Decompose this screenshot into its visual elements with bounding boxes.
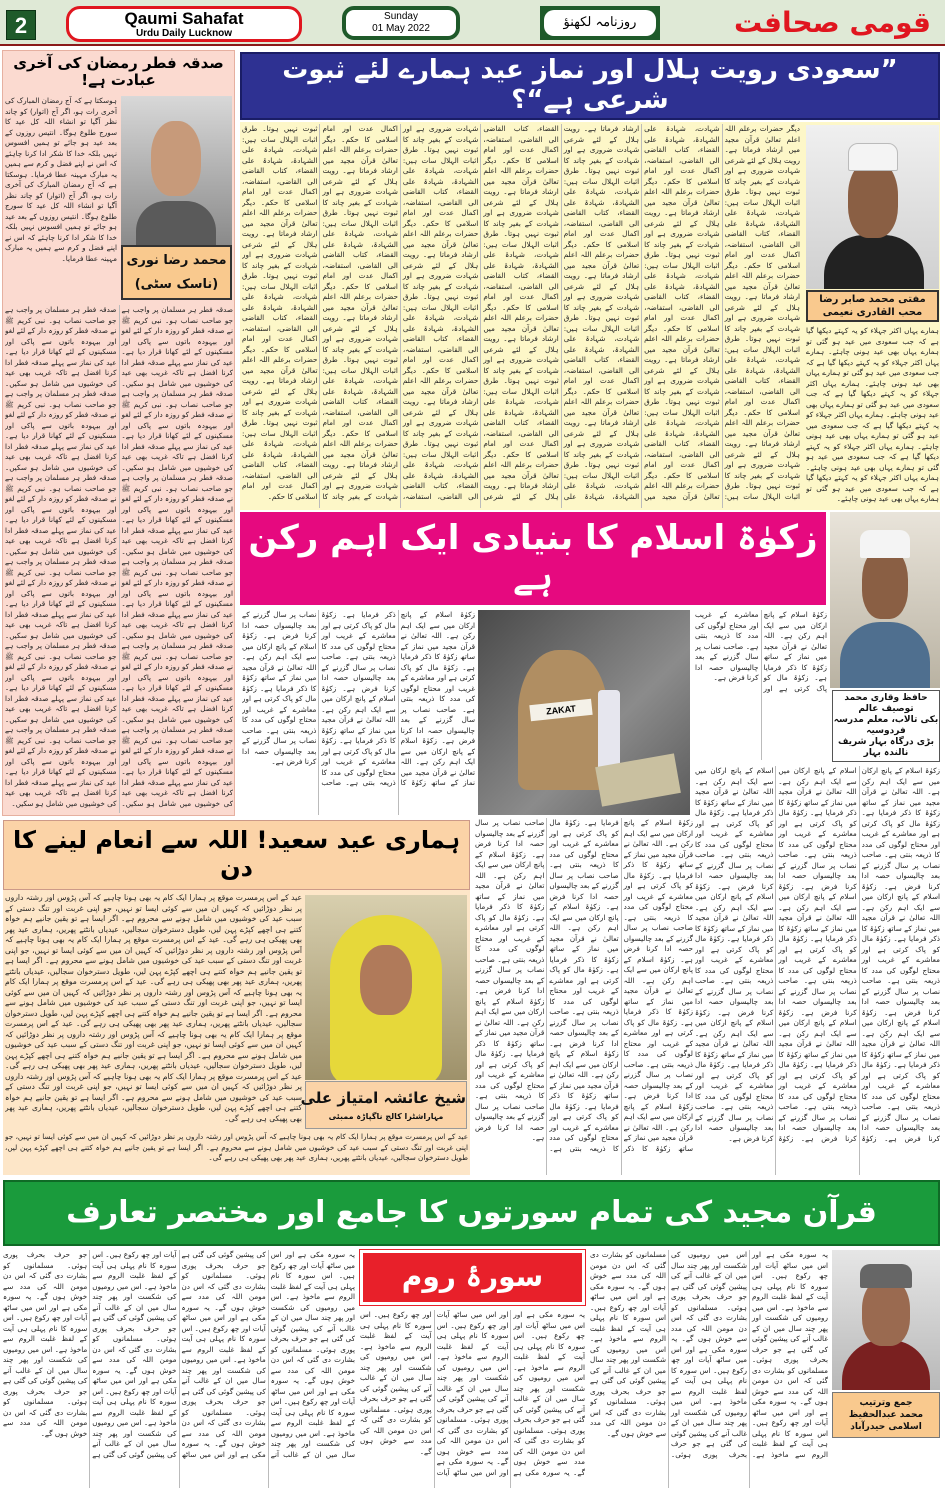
author-name: شیخ عائشہ امتیاز علی	[300, 1089, 466, 1107]
english-title: Qaumi Sahafat	[124, 9, 244, 28]
english-title-box	[66, 6, 302, 42]
left-article-lead: ہوسکتا ہے کہ آج رمضان المبارک کی آخری رات ہو، اگر آج (اتوار) کو چاند نظر آگیا تو انشاء اللہ کل عید کا سورج طلوع ہوگا۔ انتیس روزوں کے بعد عید ہو جائے تو ہمیں افسوس نہیں بلکہ خدا کا شکر ادا کرنا چاہئے کہ اس نے اپنے فضل و کرم سے ہمیں یہ مبارک مہینہ عطا فرمایا۔ ہوسکتا ہے کہ آج رمضان المبارک کی آخری رات ہو، اگر آج (اتوار) کو چاند نظر آگیا تو انشاء اللہ کل عید کا سورج طلوع ہوگا۔ انتیس روزوں کے بعد عید ہو جائے تو ہمیں افسوس نہیں بلکہ خدا کا شکر ادا کرنا چاہئے کہ اس نے اپنے فضل و کرم سے ہمیں یہ مبارک مہینہ عطا فرمایا۔	[5, 96, 117, 263]
quran-article-headline: قرآن مجید کی تمام سورتوں کا جامع اور مختصر تعارف	[3, 1180, 940, 1246]
author-caption	[832, 1392, 940, 1438]
quran-article-body-2: یہ سورہ مکی ہے اور اس میں ساٹھ آیات اور چھ رکوع ہیں۔ اس سورہ کا نام پہلی ہی آیت کے لفظ غلبت الروم سے ماخوذ ہے۔ اس میں رومیوں کی شکست اور پھر چند سال میں ان کے غالب آنے کی پیشین گوئی کی گئی ہے جو حرف بحرف پوری ہوئی۔ مسلمانوں کو بشارت دی گئی کہ اس دن مومن اللہ کی مدد سے خوش ہوں گے۔ یہ سورہ مکی ہے اور اس میں ساٹھ آیات اور چھ رکوع ہیں۔ اس سورہ کا نام پہلی ہی آیت کے لفظ غلبت الروم سے ماخوذ ہے۔ اس میں رومیوں کی شکست اور پھر چند سال میں ان کے غالب آنے کی پیشین گوئی کی گئی ہے جو حرف بحرف پوری ہوئی۔ مسلمانوں کو بشارت دی گئی کہ اس دن مومن اللہ کی مدد سے خوش ہوں گے۔ یہ سورہ مکی ہے اور اس میں ساٹھ آیات اور چھ رکوع ہیں۔ اس سورہ کا نام پہلی ہی آیت کے لفظ غلبت الروم سے ماخوذ ہے۔ اس میں رومیوں کی شکست اور پھر چند سال میں ان کے غالب آنے کی پیشین گوئی کی گئی ہے جو حرف بحرف پوری ہوئی۔ مسلمانوں کو بشارت دی گئی کہ اس دن مومن اللہ کی مدد سے خوش ہوں گے۔	[360, 1310, 585, 1477]
zakat-article-body: زکوٰۃ اسلام کے پانچ ارکان میں سے ایک اہم رکن ہے۔ اللہ تعالیٰ نے قرآن مجید میں نماز کے ساتھ زکوٰۃ کا ذکر فرمایا ہے۔ زکوٰۃ مال کو پاک کرتی ہے اور معاشرے کے غریب اور محتاج لوگوں کی مدد کا ذریعہ بنتی ہے۔ صاحب نصاب پر سال گزرنے کے بعد چالیسواں حصہ ادا کرنا فرض ہے۔ زکوٰۃ اسلام کے پانچ ارکان میں سے ایک اہم رکن ہے۔ اللہ تعالیٰ نے قرآن مجید میں نماز کے ساتھ زکوٰۃ کا ذکر فرمایا ہے۔ زکوٰۃ مال کو پاک کرتی ہے اور معاشرے کے غریب اور محتاج لوگوں کی مدد کا ذریعہ بنتی ہے۔ صاحب نصاب پر سال گزرنے کے بعد چالیسواں حصہ ادا کرنا فرض ہے۔ زکوٰۃ اسلام کے پانچ ارکان میں سے ایک اہم رکن ہے۔ اللہ تعالیٰ نے قرآن مجید میں نماز کے ساتھ زکوٰۃ کا ذکر فرمایا ہے۔ زکوٰۃ مال کو پاک کرتی ہے اور معاشرے کے غریب اور محتاج لوگوں کی مدد کا ذریعہ بنتی ہے۔ صاحب نصاب پر سال گزرنے کے بعد چالیسواں حصہ ادا کرنا فرض ہے۔ زکوٰۃ اسلام کے پانچ ارکان میں سے ایک اہم رکن ہے۔ اللہ تعالیٰ نے قرآن مجید میں نماز کے ساتھ زکوٰۃ کا ذکر فرمایا ہے۔ زکوٰۃ مال کو پاک کرتی ہے اور معاشرے کے غریب اور محتاج لوگوں کی مدد کا ذریعہ بنتی ہے۔ صاحب نصاب پر سال گزرنے کے بعد چالیسواں حصہ ادا کرنا فرض ہے۔	[242, 610, 475, 787]
zakat-article-body-2: زکوٰۃ اسلام کے پانچ ارکان میں سے ایک اہم رکن ہے۔ اللہ تعالیٰ نے قرآن مجید میں نماز کے ساتھ زکوٰۃ کا ذکر فرمایا ہے۔ زکوٰۃ مال کو پاک کرتی ہے اور معاشرے کے غریب اور محتاج لوگوں کی مدد کا ذریعہ بنتی ہے۔ صاحب نصاب پر سال گزرنے کے بعد چالیسواں حصہ ادا کرنا فرض ہے۔	[695, 610, 827, 693]
quran-article-body: یہ سورہ مکی ہے اور اس میں ساٹھ آیات اور چھ رکوع ہیں۔ اس سورہ کا نام پہلی ہی آیت کے لفظ غلبت الروم سے ماخوذ ہے۔ اس میں رومیوں کی شکست اور پھر چند سال میں ان کے غالب آنے کی پیشین گوئی کی گئی ہے جو حرف بحرف پوری ہوئی۔ مسلمانوں کو بشارت دی گئی کہ اس دن مومن اللہ کی مدد سے خوش ہوں گے۔ یہ سورہ مکی ہے اور اس میں ساٹھ آیات اور چھ رکوع ہیں۔ اس سورہ کا نام پہلی ہی آیت کے لفظ غلبت الروم سے ماخوذ ہے۔ اس میں رومیوں کی شکست اور پھر چند سال میں ان کے غالب آنے کی پیشین گوئی کی گئی ہے جو حرف بحرف پوری ہوئی۔ مسلمانوں کو بشارت دی گئی کہ اس دن مومن اللہ کی مدد سے خوش ہوں گے۔ یہ سورہ مکی ہے اور اس میں ساٹھ آیات اور چھ رکوع ہیں۔ اس سورہ کا نام پہلی ہی آیت کے لفظ غلبت الروم سے ماخوذ ہے۔ اس میں رومیوں کی شکست اور پھر چند سال میں ان کے غالب آنے کی پیشین گوئی کی گئی ہے جو حرف بحرف پوری ہوئی۔ مسلمانوں کو بشارت دی گئی کہ اس دن مومن اللہ کی مدد سے خوش ہوں گے۔ یہ سورہ مکی ہے اور اس میں ساٹھ آیات اور چھ رکوع ہیں۔ اس سورہ کا نام پہلی ہی آیت کے لفظ غلبت الروم سے ماخوذ ہے۔ اس میں رومیوں کی شکست اور پھر چند سال میں ان کے غالب آنے کی پیشین گوئی کی گئی ہے جو حرف بحرف پوری ہوئی۔ مسلمانوں کو بشارت دی گئی کہ اس دن مومن اللہ کی مدد سے خوش ہوں گے۔ یہ سورہ مکی ہے اور اس میں ساٹھ آیات اور چھ رکوع ہیں۔ اس سورہ کا نام پہلی ہی آیت کے لفظ غلبت الروم سے ماخوذ ہے۔ اس میں رومیوں کی شکست اور پھر چند سال میں ان کے غالب آنے کی پیشین گوئی کی گئی ہے جو حرف بحرف پوری ہوئی۔ مسلمانوں کو بشارت دی گئی کہ اس دن مومن اللہ کی مدد سے خوش ہوں گے۔ یہ سورہ مکی ہے اور اس میں ساٹھ آیات اور چھ رکوع ہیں۔ اس سورہ کا نام پہلی ہی آیت کے لفظ غلبت الروم سے ماخوذ ہے۔ اس میں رومیوں کی شکست اور پھر چند سال میں ان کے غالب آنے کی پیشین گوئی کی گئی ہے جو حرف بحرف پوری ہوئی۔ مسلمانوں کو بشارت دی گئی کہ اس دن مومن اللہ کی مدد سے خوش ہوں گے۔	[3, 1250, 355, 1459]
english-subtitle: Urdu Daily Lucknow	[135, 28, 233, 39]
author-line: بکی تالاب، معلم مدرسہ فردوسیہ	[833, 715, 939, 736]
author-caption	[121, 245, 232, 300]
author-name: حافظ وقاری محمد توصیف عالم	[844, 693, 928, 714]
quran-article-body-3: یہ سورہ مکی ہے اور اس میں ساٹھ آیات اور چھ رکوع ہیں۔ اس سورہ کا نام پہلی ہی آیت کے لفظ غلبت الروم سے ماخوذ ہے۔ اس میں رومیوں کی شکست اور پھر چند سال میں ان کے غالب آنے کی پیشین گوئی کی گئی ہے جو حرف بحرف پوری ہوئی۔ مسلمانوں کو بشارت دی گئی کہ اس دن مومن اللہ کی مدد سے خوش ہوں گے۔ یہ سورہ مکی ہے اور اس میں ساٹھ آیات اور چھ رکوع ہیں۔ اس سورہ کا نام پہلی ہی آیت کے لفظ غلبت الروم سے ماخوذ ہے۔ اس میں رومیوں کی شکست اور پھر چند سال میں ان کے غالب آنے کی پیشین گوئی کی گئی ہے جو حرف بحرف پوری ہوئی۔ مسلمانوں کو بشارت دی گئی کہ اس دن مومن اللہ کی مدد سے خوش ہوں گے۔ یہ سورہ مکی ہے اور اس میں ساٹھ آیات اور چھ رکوع ہیں۔ اس سورہ کا نام پہلی ہی آیت کے لفظ غلبت الروم سے ماخوذ ہے۔ اس میں رومیوں کی شکست اور پھر چند سال میں ان کے غالب آنے کی پیشین گوئی کی گئی ہے جو حرف بحرف پوری ہوئی۔ مسلمانوں کو بشارت دی گئی کہ اس دن مومن اللہ کی مدد سے خوش ہوں گے۔ یہ سورہ مکی ہے اور اس میں ساٹھ آیات اور چھ رکوع ہیں۔ اس سورہ کا نام پہلی ہی آیت کے لفظ غلبت الروم سے ماخوذ ہے۔ اس میں رومیوں کی شکست اور پھر چند سال میں ان کے غالب آنے کی پیشین گوئی کی گئی ہے جو حرف بحرف پوری ہوئی۔ مسلمانوں کو بشارت دی گئی کہ اس دن مومن اللہ کی مدد سے خوش ہوں گے۔	[590, 1250, 828, 1459]
zakat-article-body-4: زکوٰۃ اسلام کے پانچ ارکان میں سے ایک اہم رکن ہے۔ اللہ تعالیٰ نے قرآن مجید میں نماز کے ساتھ زکوٰۃ کا ذکر فرمایا ہے۔ زکوٰۃ مال کو پاک کرتی ہے اور معاشرے کے غریب اور محتاج لوگوں کی مدد کا ذریعہ بنتی ہے۔ صاحب نصاب پر سال گزرنے کے بعد چالیسواں حصہ ادا کرنا فرض ہے۔ زکوٰۃ اسلام کے پانچ ارکان میں سے ایک اہم رکن ہے۔ اللہ تعالیٰ نے قرآن مجید میں نماز کے ساتھ زکوٰۃ کا ذکر فرمایا ہے۔ زکوٰۃ مال کو پاک کرتی ہے اور معاشرے کے غریب اور محتاج لوگوں کی مدد کا ذریعہ بنتی ہے۔ صاحب نصاب پر سال گزرنے کے بعد چالیسواں حصہ ادا کرنا فرض ہے۔ زکوٰۃ اسلام کے پانچ ارکان میں سے ایک اہم رکن ہے۔ اللہ تعالیٰ نے قرآن مجید میں نماز کے ساتھ زکوٰۃ کا ذکر فرمایا ہے۔ زکوٰۃ مال کو پاک کرتی ہے اور معاشرے کے غریب اور محتاج لوگوں کی مدد کا ذریعہ بنتی ہے۔ صاحب نصاب پر سال گزرنے کے بعد چالیسواں حصہ ادا کرنا فرض ہے۔ زکوٰۃ اسلام کے پانچ ارکان میں سے ایک اہم رکن ہے۔ اللہ تعالیٰ نے قرآن مجید میں نماز کے ساتھ زکوٰۃ کا ذکر فرمایا ہے۔ زکوٰۃ مال کو پاک کرتی ہے اور معاشرے کے غریب اور محتاج لوگوں کی مدد کا ذریعہ بنتی ہے۔ صاحب نصاب پر سال گزرنے کے بعد چالیسواں حصہ ادا کرنا فرض ہے۔ زکوٰۃ اسلام کے پانچ ارکان میں سے ایک اہم رکن ہے۔ اللہ تعالیٰ نے قرآن مجید میں نماز کے ساتھ زکوٰۃ کا ذکر فرمایا ہے۔ زکوٰۃ مال کو پاک کرتی ہے اور معاشرے کے غریب اور محتاج لوگوں کی مدد کا ذریعہ بنتی ہے۔ صاحب نصاب پر سال گزرنے کے بعد چالیسواں حصہ ادا کرنا فرض ہے۔ زکوٰۃ اسلام کے پانچ ارکان میں سے ایک اہم رکن ہے۔ اللہ تعالیٰ نے قرآن مجید میں نماز کے ساتھ زکوٰۃ کا ذکر فرمایا ہے۔ زکوٰۃ مال کو پاک کرتی ہے اور معاشرے کے غریب اور محتاج لوگوں کی مدد کا ذریعہ بنتی ہے۔ صاحب نصاب پر سال گزرنے کے بعد چالیسواں حصہ ادا کرنا فرض ہے۔ زکوٰۃ اسلام کے پانچ ارکان میں سے ایک اہم رکن ہے۔ اللہ تعالیٰ نے قرآن مجید میں نماز کے ساتھ زکوٰۃ کا ذکر فرمایا ہے۔ زکوٰۃ مال کو پاک کرتی ہے اور معاشرے کے غریب اور محتاج لوگوں کی مدد کا ذریعہ بنتی ہے۔ صاحب نصاب پر سال گزرنے کے بعد چالیسواں حصہ ادا کرنا فرض ہے۔	[475, 818, 693, 1153]
urdu-title: قومی صحافت	[733, 6, 932, 39]
zakat-article-headline: زکوٰۃ اسلام کا بنیادی ایک اہم رکن ہے	[240, 512, 826, 605]
eid-article-body: عید کے اس پرمسرت موقع پر ہمارا ایک کام یہ بھی ہونا چاہیے کہ آس پڑوس اور رشتہ داروں پر نظر دوڑائیں کہ کہیں ان میں سے کوئی ایسا تو نہیں، جو اپنی غربت اور تنگ دستی کے سبب عید کی خوشیوں میں شامل ہونے سے محروم ہے۔ اگر ایسا ہے تو یقین جانیے ہم خواہ کتنے ہی اچھے کپڑے پہن لیں، طویل دسترخوان سجالیں، عیدیاں بانٹتے پھریں، ہماری عید پھر بھی پھیکی ہی رہے گی۔ عید کے اس پرمسرت موقع پر ہمارا ایک کام یہ بھی ہونا چاہیے کہ آس پڑوس اور رشتہ داروں پر نظر دوڑائیں کہ کہیں ان میں سے کوئی ایسا تو نہیں، جو اپنی غربت اور تنگ دستی کے سبب عید کی خوشیوں میں شامل ہونے سے محروم ہے۔ اگر ایسا ہے تو یقین جانیے ہم خواہ کتنے ہی اچھے کپڑے پہن لیں، طویل دسترخوان سجالیں، عیدیاں بانٹتے پھریں، ہماری عید پھر بھی پھیکی ہی رہے گی۔ عید کے اس پرمسرت موقع پر ہمارا ایک کام یہ بھی ہونا چاہیے کہ آس پڑوس اور رشتہ داروں پر نظر دوڑائیں کہ کہیں ان میں سے کوئی ایسا تو نہیں، جو اپنی غربت اور تنگ دستی کے سبب عید کی خوشیوں میں شامل ہونے سے محروم ہے۔ اگر ایسا ہے تو یقین جانیے ہم خواہ کتنے ہی اچھے کپڑے پہن لیں، طویل دسترخوان سجالیں، عیدیاں بانٹتے پھریں، ہماری عید پھر بھی پھیکی ہی رہے گی۔ عید کے اس پرمسرت موقع پر ہمارا ایک کام یہ بھی ہونا چاہیے کہ آس پڑوس اور رشتہ داروں پر نظر دوڑائیں کہ کہیں ان میں سے کوئی ایسا تو نہیں، جو اپنی غربت اور تنگ دستی کے سبب عید کی خوشیوں میں شامل ہونے سے محروم ہے۔ اگر ایسا ہے تو یقین جانیے ہم خواہ کتنے ہی اچھے کپڑے پہن لیں، طویل دسترخوان سجالیں، عیدیاں بانٹتے پھریں، ہماری عید پھر بھی پھیکی ہی رہے گی۔ عید کے اس پرمسرت موقع پر ہمارا ایک کام یہ بھی ہونا چاہیے کہ آس پڑوس اور رشتہ داروں پر نظر دوڑائیں کہ کہیں ان میں سے کوئی ایسا تو نہیں، جو اپنی غربت اور تنگ دستی کے سبب عید کی خوشیوں میں شامل ہونے سے محروم ہے۔ اگر ایسا ہے تو یقین جانیے ہم خواہ کتنے ہی اچھے کپڑے پہن لیں، طویل دسترخوان سجالیں، عیدیاں بانٹتے پھریں، ہماری عید پھر بھی پھیکی ہی رہے گی۔	[5, 893, 302, 1123]
top-article-side: ہمارے یہاں اکثر جہلاء کو یہ کہتے دیکھا گیا ہے کہ جب سعودی میں عید ہو گئی تو ہمارے یہاں بھی عید ہونی چاہئے۔ ہمارے یہاں اکثر جہلاء کو یہ کہتے دیکھا گیا ہے کہ جب سعودی میں عید ہو گئی تو ہمارے یہاں بھی عید ہونی چاہئے۔ ہمارے یہاں اکثر جہلاء کو یہ کہتے دیکھا گیا ہے کہ جب سعودی میں عید ہو گئی تو ہمارے یہاں بھی عید ہونی چاہئے۔ ہمارے یہاں اکثر جہلاء کو یہ کہتے دیکھا گیا ہے کہ جب سعودی میں عید ہو گئی تو ہمارے یہاں بھی عید ہونی چاہئے۔ ہمارے یہاں اکثر جہلاء کو یہ کہتے دیکھا گیا ہے کہ جب سعودی میں عید ہو گئی تو ہمارے یہاں بھی عید ہونی چاہئے۔ ہمارے یہاں اکثر جہلاء کو یہ کہتے دیکھا گیا ہے کہ جب سعودی میں عید ہو گئی تو ہمارے یہاں بھی عید ہونی چاہئے۔	[806, 326, 939, 503]
eid-article-headline: ہماری عید سعید! اللہ سے انعام لینے کا دن	[3, 820, 470, 890]
logo-text: روزنامہ لکھنؤ	[544, 10, 656, 36]
author-photo	[832, 1250, 940, 1390]
top-article-body: دیگر حضرات برعلم اللہ اعلم تعالیٰ قرآن مجید میں ارشاد فرماتا ہے۔ رویت ہلال کے لئے شرعی شہادت ضروری ہے اور شہادت کے بغیر چاند کا ثبوت نہیں ہوتا۔ طرق اثبات الہلال سات ہیں: شہادت، شہادۃ علی الشہادۃ، شہادۃ علی القضاء، کتاب القاضی الی القاضی، استفاضہ، اکمال عدت اور امام اسلامی کا حکم۔ دیگر حضرات برعلم اللہ اعلم تعالیٰ قرآن مجید میں ارشاد فرماتا ہے۔ رویت ہلال کے لئے شرعی شہادت ضروری ہے اور شہادت کے بغیر چاند کا ثبوت نہیں ہوتا۔ طرق اثبات الہلال سات ہیں: شہادت، شہادۃ علی الشہادۃ، شہادۃ علی القضاء، کتاب القاضی الی القاضی، استفاضہ، اکمال عدت اور امام اسلامی کا حکم۔ دیگر حضرات برعلم اللہ اعلم تعالیٰ قرآن مجید میں ارشاد فرماتا ہے۔ رویت ہلال کے لئے شرعی شہادت ضروری ہے اور شہادت کے بغیر چاند کا ثبوت نہیں ہوتا۔ طرق اثبات الہلال سات ہیں: شہادت، شہادۃ علی الشہادۃ، شہادۃ علی القضاء، کتاب القاضی الی القاضی، استفاضہ، اکمال عدت اور امام اسلامی کا حکم۔ دیگر حضرات برعلم اللہ اعلم تعالیٰ قرآن مجید میں ارشاد فرماتا ہے۔ رویت ہلال کے لئے شرعی شہادت ضروری ہے اور شہادت کے بغیر چاند کا ثبوت نہیں ہوتا۔ طرق اثبات الہلال سات ہیں: شہادت، شہادۃ علی الشہادۃ، شہادۃ علی القضاء، کتاب القاضی الی القاضی، استفاضہ، اکمال عدت اور امام اسلامی کا حکم۔ دیگر حضرات برعلم اللہ اعلم تعالیٰ قرآن مجید میں ارشاد فرماتا ہے۔ رویت ہلال کے لئے شرعی شہادت ضروری ہے اور شہادت کے بغیر چاند کا ثبوت نہیں ہوتا۔ طرق اثبات الہلال سات ہیں: شہادت، شہادۃ علی الشہادۃ، شہادۃ علی القضاء، کتاب القاضی الی القاضی، استفاضہ، اکمال عدت اور امام اسلامی کا حکم۔ دیگر حضرات برعلم اللہ اعلم تعالیٰ قرآن مجید میں ارشاد فرماتا ہے۔ رویت ہلال کے لئے شرعی شہادت ضروری ہے اور شہادت کے بغیر چاند کا ثبوت نہیں ہوتا۔ طرق اثبات الہلال سات ہیں: شہادت، شہادۃ علی الشہادۃ، شہادۃ علی القضاء، کتاب القاضی الی القاضی، استفاضہ، اکمال عدت اور امام اسلامی کا حکم۔ دیگر حضرات برعلم اللہ اعلم تعالیٰ قرآن مجید میں ارشاد فرماتا ہے۔ رویت ہلال کے لئے شرعی شہادت ضروری ہے اور شہادت کے بغیر چاند کا ثبوت نہیں ہوتا۔ طرق اثبات الہلال سات ہیں: شہادت، شہادۃ علی الشہادۃ، شہادۃ علی القضاء، کتاب القاضی الی القاضی، استفاضہ، اکمال عدت اور امام اسلامی کا حکم۔ دیگر حضرات برعلم اللہ اعلم تعالیٰ قرآن مجید میں ارشاد فرماتا ہے۔ رویت ہلال کے لئے شرعی شہادت ضروری ہے اور شہادت کے بغیر چاند کا ثبوت نہیں ہوتا۔ طرق اثبات الہلال سات ہیں: شہادت، شہادۃ علی الشہادۃ، شہادۃ علی القضاء، کتاب القاضی الی القاضی، استفاضہ، اکمال عدت اور امام اسلامی کا حکم۔ دیگر حضرات برعلم اللہ اعلم تعالیٰ قرآن مجید میں ارشاد فرماتا ہے۔ رویت ہلال کے لئے شرعی شہادت ضروری ہے اور شہادت کے بغیر چاند کا ثبوت نہیں ہوتا۔ طرق اثبات الہلال سات ہیں: شہادت، شہادۃ علی الشہادۃ، شہادۃ علی القضاء، کتاب القاضی الی القاضی، استفاضہ، اکمال عدت اور امام اسلامی کا حکم۔ دیگر حضرات برعلم اللہ اعلم تعالیٰ قرآن مجید میں ارشاد فرماتا ہے۔ رویت ہلال کے لئے شرعی شہادت ضروری ہے اور شہادت کے بغیر چاند کا ثبوت نہیں ہوتا۔ طرق اثبات الہلال سات ہیں: شہادت، شہادۃ علی الشہادۃ، شہادۃ علی القضاء، کتاب القاضی الی القاضی، استفاضہ، اکمال عدت اور امام اسلامی کا حکم۔ دیگر حضرات برعلم اللہ اعلم تعالیٰ قرآن مجید میں ارشاد فرماتا ہے۔ رویت ہلال کے لئے شرعی شہادت ضروری ہے اور شہادت کے بغیر چاند کا ثبوت نہیں ہوتا۔ طرق اثبات الہلال سات ہیں: شہادت، شہادۃ علی الشہادۃ، شہادۃ علی القضاء، کتاب القاضی الی القاضی، استفاضہ، اکمال عدت اور امام اسلامی کا حکم۔ دیگر حضرات برعلم اللہ اعلم تعالیٰ قرآن مجید میں ارشاد فرماتا ہے۔ رویت ہلال کے لئے شرعی شہادت ضروری ہے اور شہادت کے بغیر چاند کا ثبوت نہیں ہوتا۔ طرق اثبات الہلال سات ہیں: شہادت، شہادۃ علی الشہادۃ، شہادۃ علی القضاء، کتاب القاضی الی القاضی، استفاضہ، اکمال عدت اور امام اسلامی کا حکم۔ دیگر حضرات برعلم اللہ اعلم تعالیٰ قرآن مجید میں ارشاد فرماتا ہے۔ رویت ہلال کے لئے شرعی شہادت ضروری ہے اور شہادت کے بغیر چاند کا ثبوت نہیں ہوتا۔ طرق اثبات الہلال سات ہیں: شہادت، شہادۃ علی الشہادۃ، شہادۃ علی القضاء، کتاب القاضی الی القاضی، استفاضہ، اکمال عدت اور امام اسلامی کا حکم۔ دیگر حضرات برعلم اللہ اعلم تعالیٰ قرآن مجید میں ارشاد فرماتا ہے۔ رویت ہلال کے لئے شرعی شہادت ضروری ہے اور شہادت کے بغیر چاند کا ثبوت نہیں ہوتا۔ طرق اثبات الہلال سات ہیں: شہادت، شہادۃ علی الشہادۃ، شہادۃ علی القضاء، کتاب القاضی الی القاضی، استفاضہ، اکمال عدت اور امام اسلامی کا حکم۔ دیگر حضرات برعلم اللہ اعلم تعالیٰ قرآن مجید میں ارشاد فرماتا ہے۔ رویت ہلال کے لئے شرعی شہادت ضروری ہے اور شہادت کے بغیر چاند کا ثبوت نہیں ہوتا۔ طرق اثبات الہلال سات ہیں: شہادت، شہادۃ علی الشہادۃ، شہادۃ علی القضاء، کتاب القاضی الی القاضی، استفاضہ، اکمال عدت اور امام اسلامی کا حکم۔ دیگر حضرات برعلم اللہ اعلم تعالیٰ قرآن مجید میں ارشاد فرماتا ہے۔ رویت ہلال کے لئے شرعی شہادت ضروری ہے اور شہادت کے بغیر چاند کا ثبوت نہیں ہوتا۔ طرق اثبات الہلال سات ہیں: شہادت، شہادۃ علی الشہادۃ، شہادۃ علی القضاء، کتاب القاضی الی القاضی، استفاضہ، اکمال عدت اور امام اسلامی کا حکم۔ دیگر حضرات برعلم اللہ اعلم تعالیٰ قرآن مجید میں ارشاد فرماتا ہے۔ رویت ہلال کے لئے شرعی شہادت ضروری ہے اور شہادت کے بغیر چاند کا ثبوت نہیں ہوتا۔ طرق اثبات الہلال سات ہیں: شہادت، شہادۃ علی الشہادۃ، شہادۃ علی القضاء، کتاب القاضی الی القاضی، استفاضہ، اکمال عدت اور امام اسلامی کا حکم۔ دیگر حضرات برعلم اللہ اعلم تعالیٰ قرآن مجید میں ارشاد فرماتا ہے۔ رویت ہلال کے لئے شرعی شہادت ضروری ہے اور شہادت کے بغیر چاند کا ثبوت نہیں ہوتا۔ طرق اثبات الہلال سات ہیں: شہادت، شہادۃ علی الشہادۃ، شہادۃ علی القضاء، کتاب القاضی الی القاضی، استفاضہ، اکمال عدت اور امام اسلامی کا حکم۔	[242, 124, 800, 501]
zakat-label: ZAKAT	[529, 699, 592, 721]
date: 01 May 2022	[372, 23, 430, 34]
author-photo	[806, 125, 939, 289]
author-caption	[832, 690, 940, 762]
author-photo	[121, 96, 232, 245]
compiler-name: محمد عبدالحفیظ اسلامی حیدرآباد	[848, 1410, 924, 1432]
zakat-image	[478, 610, 690, 815]
left-article-body: صدقہ فطر ہر مسلمان پر واجب ہے جو صاحب نصاب ہو۔ نبی کریم ﷺ نے صدقہ فطر کو روزہ دار کے لئے لغو اور بیہودہ باتوں سے پاکی اور مسکینوں کے لئے کھانا قرار دیا ہے۔ عید کی نماز سے پہلے صدقہ فطر ادا کرنا افضل ہے تاکہ غریب بھی عید کی خوشیوں میں شامل ہو سکیں۔ صدقہ فطر ہر مسلمان پر واجب ہے جو صاحب نصاب ہو۔ نبی کریم ﷺ نے صدقہ فطر کو روزہ دار کے لئے لغو اور بیہودہ باتوں سے پاکی اور مسکینوں کے لئے کھانا قرار دیا ہے۔ عید کی نماز سے پہلے صدقہ فطر ادا کرنا افضل ہے تاکہ غریب بھی عید کی خوشیوں میں شامل ہو سکیں۔ صدقہ فطر ہر مسلمان پر واجب ہے جو صاحب نصاب ہو۔ نبی کریم ﷺ نے صدقہ فطر کو روزہ دار کے لئے لغو اور بیہودہ باتوں سے پاکی اور مسکینوں کے لئے کھانا قرار دیا ہے۔ عید کی نماز سے پہلے صدقہ فطر ادا کرنا افضل ہے تاکہ غریب بھی عید کی خوشیوں میں شامل ہو سکیں۔ صدقہ فطر ہر مسلمان پر واجب ہے جو صاحب نصاب ہو۔ نبی کریم ﷺ نے صدقہ فطر کو روزہ دار کے لئے لغو اور بیہودہ باتوں سے پاکی اور مسکینوں کے لئے کھانا قرار دیا ہے۔ عید کی نماز سے پہلے صدقہ فطر ادا کرنا افضل ہے تاکہ غریب بھی عید کی خوشیوں میں شامل ہو سکیں۔ صدقہ فطر ہر مسلمان پر واجب ہے جو صاحب نصاب ہو۔ نبی کریم ﷺ نے صدقہ فطر کو روزہ دار کے لئے لغو اور بیہودہ باتوں سے پاکی اور مسکینوں کے لئے کھانا قرار دیا ہے۔ عید کی نماز سے پہلے صدقہ فطر ادا کرنا افضل ہے تاکہ غریب بھی عید کی خوشیوں میں شامل ہو سکیں۔ صدقہ فطر ہر مسلمان پر واجب ہے جو صاحب نصاب ہو۔ نبی کریم ﷺ نے صدقہ فطر کو روزہ دار کے لئے لغو اور بیہودہ باتوں سے پاکی اور مسکینوں کے لئے کھانا قرار دیا ہے۔ عید کی نماز سے پہلے صدقہ فطر ادا کرنا افضل ہے تاکہ غریب بھی عید کی خوشیوں میں شامل ہو سکیں۔ صدقہ فطر ہر مسلمان پر واجب ہے جو صاحب نصاب ہو۔ نبی کریم ﷺ نے صدقہ فطر کو روزہ دار کے لئے لغو اور بیہودہ باتوں سے پاکی اور مسکینوں کے لئے کھانا قرار دیا ہے۔ عید کی نماز سے پہلے صدقہ فطر ادا کرنا افضل ہے تاکہ غریب بھی عید کی خوشیوں میں شامل ہو سکیں۔ صدقہ فطر ہر مسلمان پر واجب ہے جو صاحب نصاب ہو۔ نبی کریم ﷺ نے صدقہ فطر کو روزہ دار کے لئے لغو اور بیہودہ باتوں سے پاکی اور مسکینوں کے لئے کھانا قرار دیا ہے۔ عید کی نماز سے پہلے صدقہ فطر ادا کرنا افضل ہے تاکہ غریب بھی عید کی خوشیوں میں شامل ہو سکیں۔ صدقہ فطر ہر مسلمان پر واجب ہے جو صاحب نصاب ہو۔ نبی کریم ﷺ نے صدقہ فطر کو روزہ دار کے لئے لغو اور بیہودہ باتوں سے پاکی اور مسکینوں کے لئے کھانا قرار دیا ہے۔ عید کی نماز سے پہلے صدقہ فطر ادا کرنا افضل ہے تاکہ غریب بھی عید کی خوشیوں میں شامل ہو سکیں۔ صدقہ فطر ہر مسلمان پر واجب ہے جو صاحب نصاب ہو۔ نبی کریم ﷺ نے صدقہ فطر کو روزہ دار کے لئے لغو اور بیہودہ باتوں سے پاکی اور مسکینوں کے لئے کھانا قرار دیا ہے۔ عید کی نماز سے پہلے صدقہ فطر ادا کرنا افضل ہے تاکہ غریب بھی عید کی خوشیوں میں شامل ہو سکیں۔ صدقہ فطر ہر مسلمان پر واجب ہے جو صاحب نصاب ہو۔ نبی کریم ﷺ نے صدقہ فطر کو روزہ دار کے لئے لغو اور بیہودہ باتوں سے پاکی اور مسکینوں کے لئے کھانا قرار دیا ہے۔ عید کی نماز سے پہلے صدقہ فطر ادا کرنا افضل ہے تاکہ غریب بھی عید کی خوشیوں میں شامل ہو سکیں۔ صدقہ فطر ہر مسلمان پر واجب ہے جو صاحب نصاب ہو۔ نبی کریم ﷺ نے صدقہ فطر کو روزہ دار کے لئے لغو اور بیہودہ باتوں سے پاکی اور مسکینوں کے لئے کھانا قرار دیا ہے۔ عید کی نماز سے پہلے صدقہ فطر ادا کرنا افضل ہے تاکہ غریب بھی عید کی خوشیوں میں شامل ہو سکیں۔	[5, 305, 233, 808]
day: Sunday	[384, 11, 418, 22]
left-article-headline: صدقہ فطر رمضان کی آخری عبادت ہے!	[13, 53, 224, 89]
logo-box	[540, 6, 660, 40]
author-photo	[305, 895, 467, 1080]
top-article-headline: ”سعودی رویت ہلال اور نماز عید ہمارے لئے ثبوت شرعی ہے“؟	[240, 52, 940, 120]
page-number: 2	[6, 10, 36, 40]
author-name: محمد رضا نوری	[126, 252, 227, 268]
author-caption	[300, 1081, 467, 1129]
compiler-label: جمع وترتیب	[859, 1398, 913, 1408]
author-city: (ناسک سٹی)	[134, 276, 219, 292]
author-photo	[830, 512, 940, 688]
author-caption: مفتی محمد صابر رضا محب القادری نعیمی	[806, 290, 939, 322]
date-box	[342, 6, 460, 40]
surah-title: سورۂ روم	[360, 1250, 585, 1305]
author-place: مہاراشٹرا کالج ناگپاڑہ ممبئی	[328, 1112, 444, 1121]
eid-article-body-2: عید کے اس پرمسرت موقع پر ہمارا ایک کام یہ بھی ہونا چاہیے کہ آس پڑوس اور رشتہ داروں پر نظر دوڑائیں کہ کہیں ان میں سے کوئی ایسا تو نہیں، جو اپنی غربت اور تنگ دستی کے سبب عید کی خوشیوں میں شامل ہونے سے محروم ہے۔ اگر ایسا ہے تو یقین جانیے ہم خواہ کتنے ہی اچھے کپڑے پہن لیں، طویل دسترخوان سجالیں، عیدیاں بانٹتے پھریں، ہماری عید پھر بھی پھیکی ہی رہے گی۔	[5, 1132, 468, 1162]
author-line: بڑی درگاہ بہار شریف نالندہ بہار	[837, 737, 935, 758]
zakat-article-body-3: زکوٰۃ اسلام کے پانچ ارکان میں سے ایک اہم رکن ہے۔ اللہ تعالیٰ نے قرآن مجید میں نماز کے ساتھ زکوٰۃ کا ذکر فرمایا ہے۔ زکوٰۃ مال کو پاک کرتی ہے اور معاشرے کے غریب اور محتاج لوگوں کی مدد کا ذریعہ بنتی ہے۔ صاحب نصاب پر سال گزرنے کے بعد چالیسواں حصہ ادا کرنا فرض ہے۔ زکوٰۃ اسلام کے پانچ ارکان میں سے ایک اہم رکن ہے۔ اللہ تعالیٰ نے قرآن مجید میں نماز کے ساتھ زکوٰۃ کا ذکر فرمایا ہے۔ زکوٰۃ مال کو پاک کرتی ہے اور معاشرے کے غریب اور محتاج لوگوں کی مدد کا ذریعہ بنتی ہے۔ صاحب نصاب پر سال گزرنے کے بعد چالیسواں حصہ ادا کرنا فرض ہے۔ زکوٰۃ اسلام کے پانچ ارکان میں سے ایک اہم رکن ہے۔ اللہ تعالیٰ نے قرآن مجید میں نماز کے ساتھ زکوٰۃ کا ذکر فرمایا ہے۔ زکوٰۃ مال کو پاک کرتی ہے اور معاشرے کے غریب اور محتاج لوگوں کی مدد کا ذریعہ بنتی ہے۔ صاحب نصاب پر سال گزرنے کے بعد چالیسواں حصہ ادا کرنا فرض ہے۔ زکوٰۃ اسلام کے پانچ ارکان میں سے ایک اہم رکن ہے۔ اللہ تعالیٰ نے قرآن مجید میں نماز کے ساتھ زکوٰۃ کا ذکر فرمایا ہے۔ زکوٰۃ مال کو پاک کرتی ہے اور معاشرے کے غریب اور محتاج لوگوں کی مدد کا ذریعہ بنتی ہے۔ صاحب نصاب پر سال گزرنے کے بعد چالیسواں حصہ ادا کرنا فرض ہے۔ زکوٰۃ اسلام کے پانچ ارکان میں سے ایک اہم رکن ہے۔ اللہ تعالیٰ نے قرآن مجید میں نماز کے ساتھ زکوٰۃ کا ذکر فرمایا ہے۔ زکوٰۃ مال کو پاک کرتی ہے اور معاشرے کے غریب اور محتاج لوگوں کی مدد کا ذریعہ بنتی ہے۔ صاحب نصاب پر سال گزرنے کے بعد چالیسواں حصہ ادا کرنا فرض ہے۔ زکوٰۃ اسلام کے پانچ ارکان میں سے ایک اہم رکن ہے۔ اللہ تعالیٰ نے قرآن مجید میں نماز کے ساتھ زکوٰۃ کا ذکر فرمایا ہے۔ زکوٰۃ مال کو پاک کرتی ہے اور معاشرے کے غریب اور محتاج لوگوں کی مدد کا ذریعہ بنتی ہے۔ صاحب نصاب پر سال گزرنے کے بعد چالیسواں حصہ ادا کرنا فرض ہے۔ زکوٰۃ اسلام کے پانچ ارکان میں سے ایک اہم رکن ہے۔ اللہ تعالیٰ نے قرآن مجید میں نماز کے ساتھ زکوٰۃ کا ذکر فرمایا ہے۔ زکوٰۃ مال کو پاک کرتی ہے اور معاشرے کے غریب اور محتاج لوگوں کی مدد کا ذریعہ بنتی ہے۔ صاحب نصاب پر سال گزرنے کے بعد چالیسواں حصہ ادا کرنا فرض ہے۔ زکوٰۃ اسلام کے پانچ ارکان میں سے ایک اہم رکن ہے۔ اللہ تعالیٰ نے قرآن مجید میں نماز کے ساتھ زکوٰۃ کا ذکر فرمایا ہے۔ زکوٰۃ مال کو پاک کرتی ہے اور معاشرے کے غریب اور محتاج لوگوں کی مدد کا ذریعہ بنتی ہے۔ صاحب نصاب پر سال گزرنے کے بعد چالیسواں حصہ ادا کرنا فرض ہے۔ زکوٰۃ اسلام کے پانچ ارکان میں سے ایک اہم رکن ہے۔ اللہ تعالیٰ نے قرآن مجید میں نماز کے ساتھ زکوٰۃ کا ذکر فرمایا ہے۔ زکوٰۃ مال کو پاک کرتی ہے اور معاشرے کے غریب اور محتاج لوگوں کی مدد کا ذریعہ بنتی ہے۔ صاحب نصاب پر سال گزرنے کے بعد چالیسواں حصہ ادا کرنا فرض ہے۔	[695, 766, 940, 1143]
